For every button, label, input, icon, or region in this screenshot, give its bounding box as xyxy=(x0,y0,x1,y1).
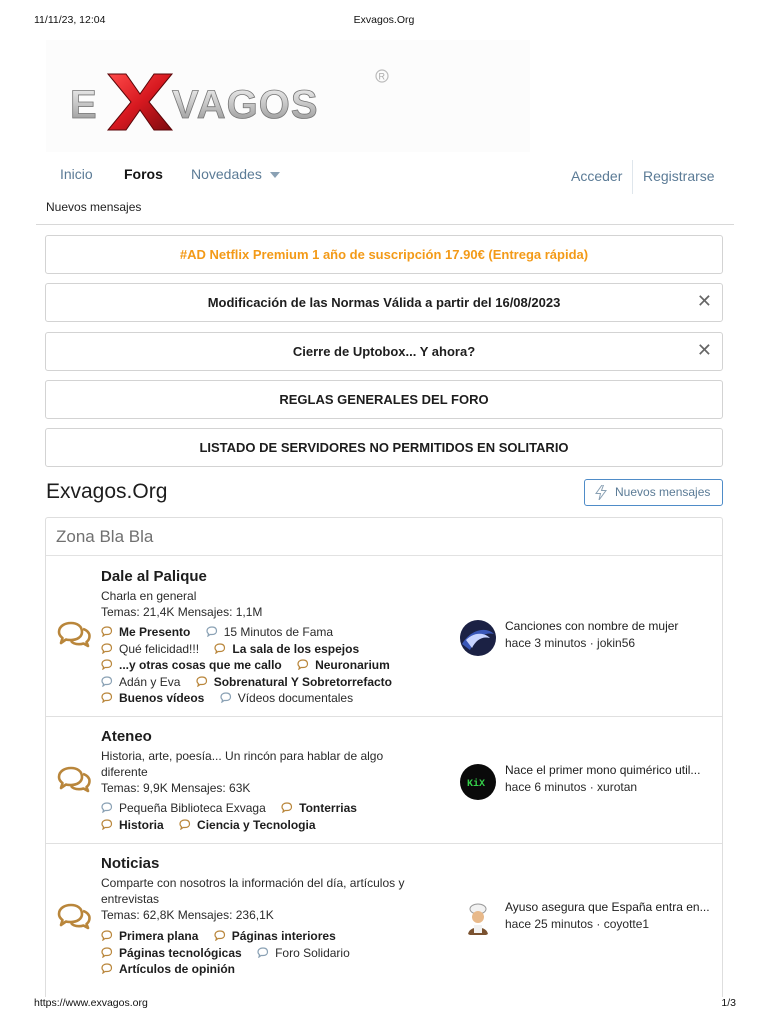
notice-text: LISTADO DE SERVIDORES NO PERMITIDOS EN SOLITARIO xyxy=(199,440,569,455)
avatar[interactable] xyxy=(460,764,496,800)
subforum-link[interactable] xyxy=(206,624,333,641)
last-post xyxy=(460,761,720,801)
print-page-number: 1/3 xyxy=(721,997,736,1009)
subforum-label: Tonterrias xyxy=(299,801,357,815)
subforum-label: Páginas tecnológicas xyxy=(119,945,242,960)
subforum-label: 15 Minutos de Fama xyxy=(223,625,334,639)
subforum-list xyxy=(101,624,461,707)
subforum-label: Sobrenatural Y Sobretorrefacto xyxy=(213,674,392,689)
svg-text:VAGOS: VAGOS xyxy=(172,83,319,127)
chat-bubbles-icon xyxy=(101,802,114,813)
subforum-label: Primera plana xyxy=(119,929,199,943)
chat-bubbles-icon xyxy=(214,643,227,654)
subforum-label: Pequeña Biblioteca Exvaga xyxy=(119,801,266,815)
forum-row xyxy=(46,557,722,717)
subforum-link[interactable] xyxy=(214,641,359,658)
chat-bubbles-icon xyxy=(206,626,219,637)
last-post xyxy=(460,617,720,657)
forum-row xyxy=(46,717,722,844)
forum-description: Comparte con nosotros la información del día, artículos y entrevistas xyxy=(101,876,405,906)
close-icon[interactable]: ✕ xyxy=(696,340,712,360)
last-post-title[interactable]: Nace el primer mono quimérico util... xyxy=(505,763,701,777)
notice-text: REGLAS GENERALES DEL FORO xyxy=(279,392,489,407)
forum-category-block xyxy=(45,517,723,997)
avatar[interactable] xyxy=(460,901,496,937)
new-posts-label: Nuevos mensajes xyxy=(615,485,711,499)
subforum-label: Ciencia y Tecnologia xyxy=(197,817,316,832)
last-post-title[interactable]: Canciones con nombre de mujer xyxy=(505,619,679,633)
subforum-link[interactable] xyxy=(101,657,282,674)
nav-tab-novedades[interactable] xyxy=(191,166,280,182)
subforum-link[interactable] xyxy=(179,817,315,834)
subforum-label: La sala de los espejos xyxy=(232,641,360,656)
svg-text:E: E xyxy=(70,83,97,127)
print-footer xyxy=(0,997,768,1011)
nav-divider xyxy=(632,160,633,194)
print-datetime: 11/11/23, 12:04 xyxy=(34,14,106,26)
register-link[interactable]: Registrarse xyxy=(643,168,715,184)
last-post xyxy=(460,898,720,938)
svg-text:KiX: KiX xyxy=(467,779,486,790)
chat-bubbles-icon xyxy=(56,765,92,793)
chat-bubbles-icon xyxy=(297,659,310,670)
exvagos-logo[interactable] xyxy=(68,68,398,132)
subforum-link[interactable] xyxy=(214,928,336,945)
subforum-label: Foro Solidario xyxy=(275,945,350,960)
forum-row xyxy=(46,844,722,997)
chat-bubbles-icon xyxy=(101,626,114,637)
subforum-link[interactable] xyxy=(281,800,357,817)
chat-bubbles-icon xyxy=(101,963,114,974)
subnav-new-posts[interactable]: Nuevos mensajes xyxy=(46,200,142,214)
notice-text: Modificación de las Normas Válida a partir del 16/08/2023 xyxy=(207,295,561,310)
close-icon[interactable]: ✕ xyxy=(696,291,712,311)
nav-tab-foros[interactable]: Foros xyxy=(124,166,163,182)
divider xyxy=(36,224,734,225)
chat-bubbles-icon xyxy=(101,692,114,703)
notice-text: Cierre de Uptobox... Y ahora? xyxy=(292,344,476,359)
last-post-meta: hace 25 minutos · coyotte1 xyxy=(505,917,650,931)
subforum-label: Historia xyxy=(119,817,164,832)
category-title[interactable]: Zona Bla Bla xyxy=(46,518,722,556)
subforum-link[interactable] xyxy=(101,961,235,978)
chat-bubbles-icon xyxy=(101,819,114,830)
forum-stats: Temas: 62,8K Mensajes: 236,1K xyxy=(101,908,274,922)
chat-bubbles-icon xyxy=(101,659,114,670)
notice-banned-servers[interactable] xyxy=(45,428,723,467)
subforum-link[interactable] xyxy=(101,624,190,641)
notice-rules-change[interactable] xyxy=(45,283,723,322)
subforum-link[interactable] xyxy=(297,657,390,674)
new-posts-button[interactable] xyxy=(584,479,723,506)
nav-tab-inicio[interactable]: Inicio xyxy=(60,166,93,182)
chat-bubbles-icon xyxy=(196,676,209,687)
last-post-meta: hace 3 minutos · jokin56 xyxy=(505,636,636,650)
chat-bubbles-icon xyxy=(56,902,92,930)
main-nav xyxy=(46,160,734,196)
chat-bubbles-icon xyxy=(101,643,114,654)
login-link[interactable]: Acceder xyxy=(571,168,623,184)
svg-text:R: R xyxy=(378,71,385,82)
last-post-title[interactable]: Ayuso asegura que España entra en... xyxy=(505,900,710,914)
chat-bubbles-icon xyxy=(220,692,233,703)
subforum-label: Me Presento xyxy=(119,625,191,639)
subforum-label: Adán y Eva xyxy=(119,674,181,689)
subforum-list xyxy=(101,800,461,833)
subforum-label: Buenos vídeos xyxy=(119,691,205,706)
forum-stats: Temas: 9,9K Mensajes: 63K xyxy=(101,781,251,795)
chat-bubbles-icon xyxy=(101,947,114,958)
subforum-link[interactable] xyxy=(101,945,242,962)
subforum-label: Neuronarium xyxy=(315,658,390,673)
subforum-list xyxy=(101,928,461,978)
subforum-link[interactable] xyxy=(101,928,198,945)
page-title: Exvagos.Org xyxy=(46,480,168,503)
chat-bubbles-icon xyxy=(179,819,192,830)
forum-title[interactable]: Noticias xyxy=(101,855,160,872)
subforum-link[interactable] xyxy=(101,817,164,834)
avatar[interactable] xyxy=(460,620,496,656)
lightning-icon xyxy=(595,485,607,500)
notice-text: #AD Netflix Premium 1 año de suscripción 17.90€ (Entrega rápida) xyxy=(179,247,589,262)
subforum-label: Artículos de opinión xyxy=(119,962,235,977)
chat-bubbles-icon xyxy=(56,620,92,648)
forum-description: Charla en general xyxy=(101,589,197,603)
subforum-label: Qué felicidad!!! xyxy=(119,641,200,656)
chat-bubbles-icon xyxy=(101,676,114,687)
print-url: https://www.exvagos.org xyxy=(34,997,148,1009)
subforum-link[interactable] xyxy=(196,674,392,691)
print-header xyxy=(0,14,768,28)
subforum-label: Vídeos documentales xyxy=(237,691,354,706)
nav-tab-novedades-label: Novedades xyxy=(191,166,262,182)
forum-stats: Temas: 21,4K Mensajes: 1,1M xyxy=(101,605,263,619)
subforum-link[interactable] xyxy=(101,690,204,707)
subforum-link[interactable] xyxy=(101,674,180,691)
print-doc-title: Exvagos.Org xyxy=(353,14,415,26)
logo-x-mark xyxy=(108,74,172,130)
site-header xyxy=(46,40,530,152)
subforum-link[interactable] xyxy=(101,641,199,658)
last-post-meta: hace 6 minutos · xurotan xyxy=(505,780,638,794)
chat-bubbles-icon xyxy=(101,930,114,941)
chat-bubbles-icon xyxy=(214,930,227,941)
notice-uptobox[interactable] xyxy=(45,332,723,371)
subforum-label: ...y otras cosas que me callo xyxy=(119,658,282,673)
subforum-link[interactable] xyxy=(101,800,266,817)
chat-bubbles-icon xyxy=(281,802,294,813)
notice-general-rules[interactable] xyxy=(45,380,723,419)
notice-ad[interactable] xyxy=(45,235,723,274)
subforum-link[interactable] xyxy=(220,690,353,707)
chat-bubbles-icon xyxy=(257,947,270,958)
forum-title[interactable]: Dale al Palique xyxy=(101,568,207,585)
subforum-link[interactable] xyxy=(257,945,350,962)
forum-title[interactable]: Ateneo xyxy=(101,728,152,745)
subforum-label: Páginas interiores xyxy=(231,929,336,943)
chevron-down-icon[interactable] xyxy=(270,172,280,178)
forum-description: Historia, arte, poesía... Un rincón para hablar de algo diferente xyxy=(101,749,384,779)
